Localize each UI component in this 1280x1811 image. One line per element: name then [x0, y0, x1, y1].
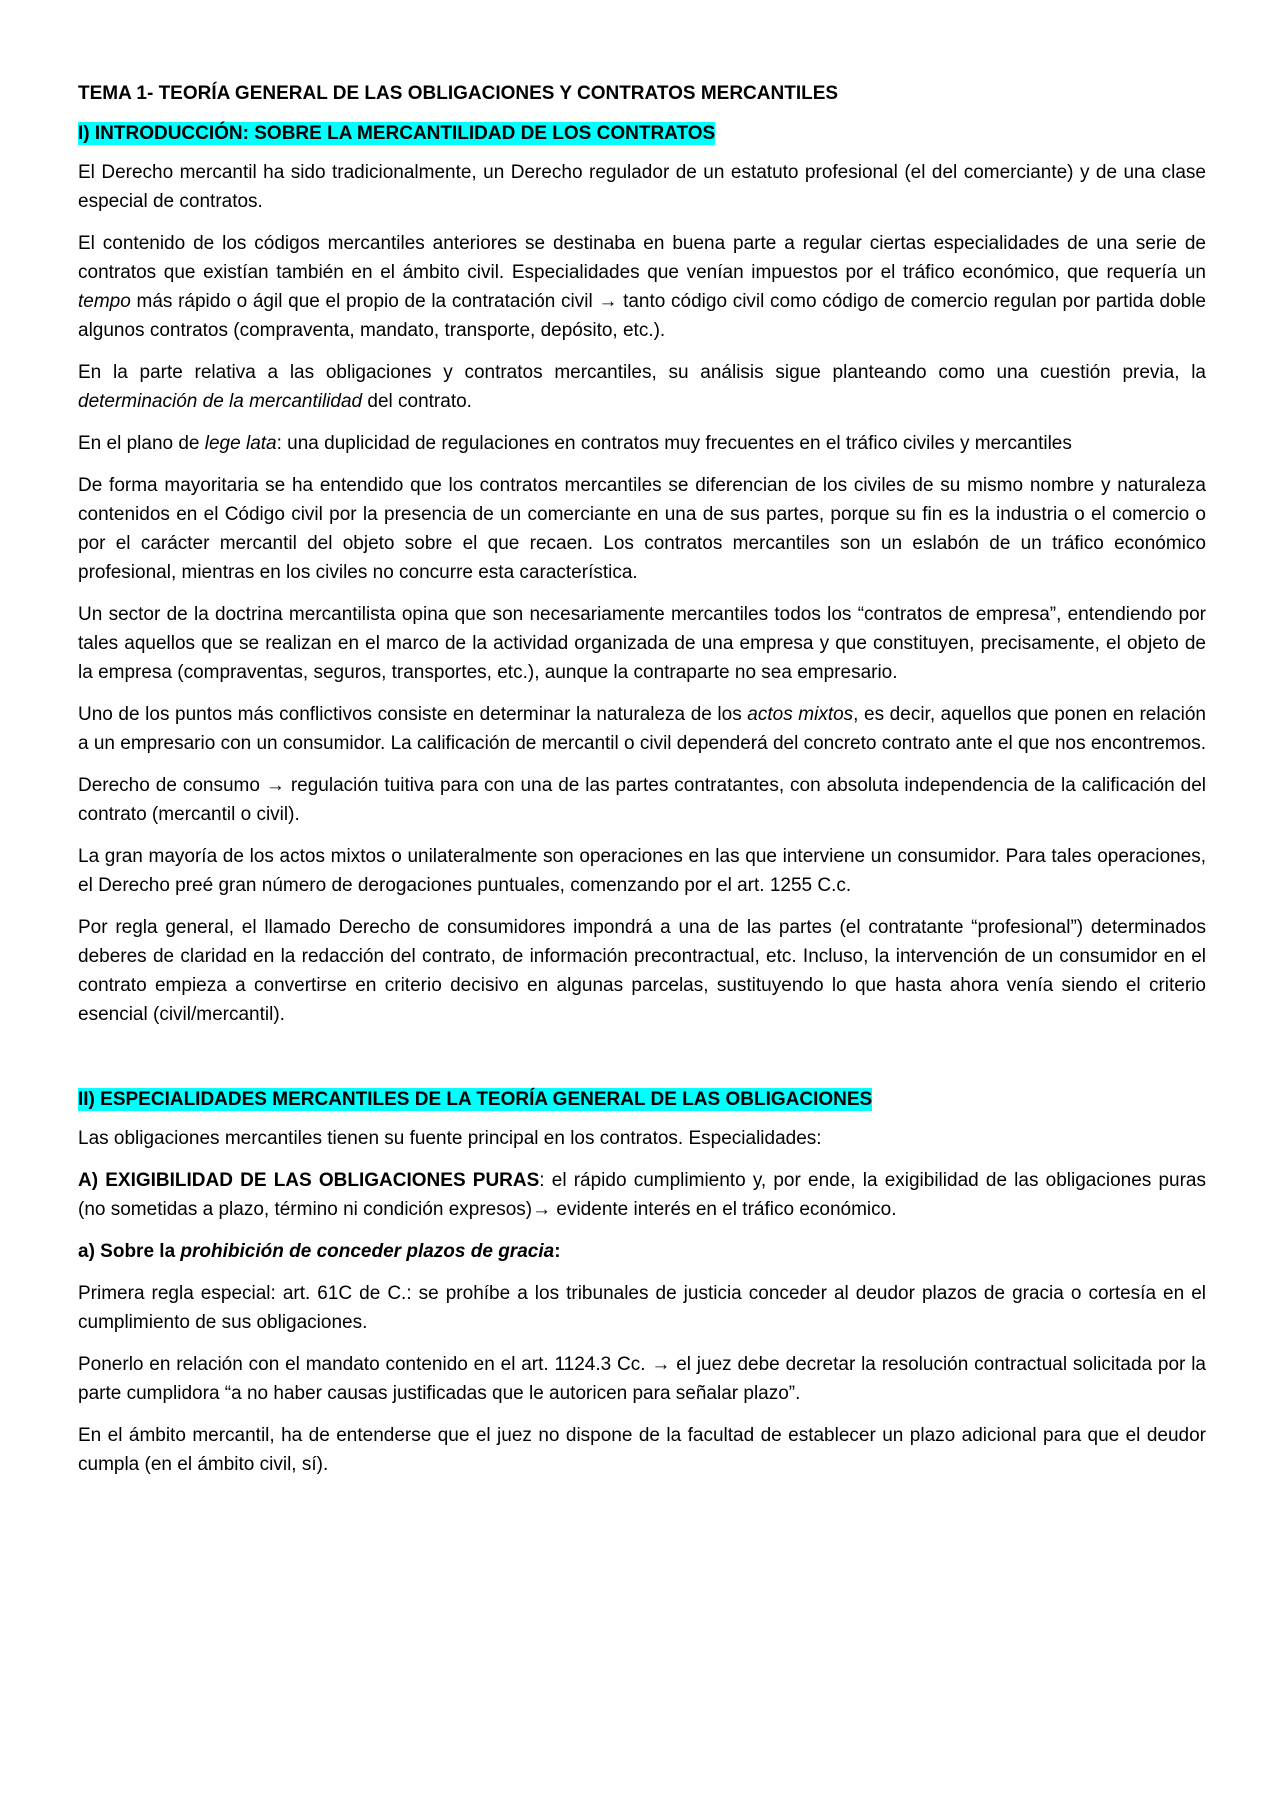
section-2-heading-text: II) ESPECIALIDADES MERCANTILES DE LA TEORÍA GENERAL DE LAS OBLIGACIONES [78, 1089, 873, 1110]
paragraph-3-text-a: En la parte relativa a las obligaciones y contratos mercantiles, su análisis sigue planteando como una cuestión previa, la [78, 362, 1206, 383]
paragraph-10: Por regla general, el llamado Derecho de consumidores impondrá a una de las partes (el contratante “profesional”) determinados deberes de claridad en la redacción del contrato, de información precontractual, etc. Incluso, la intervención de un consumidor en el contrato empieza a convertirse en criterio decisivo en algunas parcelas, sustituyendo lo que hasta ahora venía siendo el criterio esencial (civil/mercantil). [78, 917, 1206, 1025]
subheading-a-italic: prohibición de conceder plazos de gracia [180, 1241, 555, 1262]
section-1-heading [78, 120, 1206, 148]
paragraph-3-text-b: del contrato. [362, 391, 472, 412]
paragraph-7-italic: actos mixtos [747, 704, 854, 725]
paragraph-12 [78, 1166, 1206, 1224]
paragraph-4-text-b: : una duplicidad de regulaciones en contratos muy frecuentes en el tráfico civiles y mercantiles [276, 433, 1072, 454]
paragraph-5: De forma mayoritaria se ha entendido que los contratos mercantiles se diferencian de los civiles de su mismo nombre y naturaleza contenidos en el Código civil por la presencia de un comerciante en una de sus partes, porque su fin es la industria o el comercio o por el carácter mercantil del objeto sobre el que recaen. Los contratos mercantiles son un eslabón de un tráfico económico profesional, mientras en los civiles no concurre esta característica. [78, 475, 1206, 583]
subheading-a-text-b: : [554, 1241, 561, 1262]
paragraph-8: Derecho de consumo → regulación tuitiva para con una de las partes contratantes, con absoluta independencia de la calificación del contrato (mercantil o civil). [78, 775, 1206, 825]
paragraph-11: Las obligaciones mercantiles tienen su fuente principal en los contratos. Especialidades: [78, 1128, 822, 1149]
paragraph-2-text-b: más rápido o ágil que el propio de la contratación civil → tanto código civil como código de comercio regulan por partida doble algunos contratos (compraventa, mandato, transporte, depósito, etc.). [78, 291, 1206, 341]
paragraph-2 [78, 229, 1206, 345]
subheading-a [78, 1237, 1206, 1266]
subheading-a-text-a: a) Sobre la [78, 1241, 181, 1262]
paragraph-12-bold: A) EXIGIBILIDAD DE LAS OBLIGACIONES PURAS [78, 1170, 540, 1191]
section-2-heading [78, 1086, 1206, 1114]
paragraph-13: Primera regla especial: art. 61C de C.: se prohíbe a los tribunales de justicia conceder al deudor plazos de gracia o cortesía en el cumplimiento de sus obligaciones. [78, 1283, 1206, 1333]
section-1-heading-text: I) INTRODUCCIÓN: SOBRE LA MERCANTILIDAD DE LOS CONTRATOS [78, 123, 716, 144]
paragraph-14: Ponerlo en relación con el mandato contenido en el art. 1124.3 Cc. → el juez debe decretar la resolución contractual solicitada por la parte cumplidora “a no haber causas justificadas que le autoricen para señalar plazo”. [78, 1354, 1206, 1404]
section-spacer [78, 1042, 1206, 1086]
paragraph-3 [78, 358, 1206, 416]
document-page [78, 80, 1206, 1492]
paragraph-2-text-a: El contenido de los códigos mercantiles anteriores se destinaba en buena parte a regular ciertas especialidades de una serie de contratos que existían también en el ámbito civil. Especialidades que venían impuestos por el tráfico económico, que requería un [78, 233, 1206, 283]
paragraph-4 [78, 429, 1206, 458]
paragraph-2-italic: tempo [78, 291, 131, 312]
paragraph-7-text-a: Uno de los puntos más conflictivos consiste en determinar la naturaleza de los [78, 704, 748, 725]
paragraph-15: En el ámbito mercantil, ha de entenderse que el juez no dispone de la facultad de establecer un plazo adicional para que el deudor cumpla (en el ámbito civil, sí). [78, 1425, 1206, 1475]
paragraph-1: El Derecho mercantil ha sido tradicionalmente, un Derecho regulador de un estatuto profesional (el del comerciante) y de una clase especial de contratos. [78, 162, 1206, 212]
paragraph-12-text: : el rápido cumplimiento y, por ende, la exigibilidad de las obligaciones puras (no sometidas a plazo, término ni condición expresos)→ evidente interés en el tráfico económico. [78, 1170, 1206, 1220]
paragraph-7-text-b: , es decir, aquellos que ponen en relación a un empresario con un consumidor. La calificación de mercantil o civil dependerá del concreto contrato ante el que nos encontremos. [78, 704, 1206, 754]
paragraph-6: Un sector de la doctrina mercantilista opina que son necesariamente mercantiles todos los “contratos de empresa”, entendiendo por tales aquellos que se realizan en el marco de la actividad organizada de una empresa y que constituyen, precisamente, el objeto de la empresa (compraventas, seguros, transportes, etc.), aunque la contraparte no sea empresario. [78, 604, 1206, 683]
paragraph-7 [78, 700, 1206, 758]
paragraph-4-text-a: En el plano de [78, 433, 205, 454]
document-title: TEMA 1- TEORÍA GENERAL DE LAS OBLIGACIONES Y CONTRATOS MERCANTILES [78, 83, 839, 104]
paragraph-9: La gran mayoría de los actos mixtos o unilateralmente son operaciones en las que interviene un consumidor. Para tales operaciones, el Derecho preé gran número de derogaciones puntuales, comenzando por el art. 1255 C.c. [78, 846, 1206, 896]
paragraph-3-italic: determinación de la mercantilidad [78, 391, 363, 412]
paragraph-4-italic: lege lata [204, 433, 277, 454]
